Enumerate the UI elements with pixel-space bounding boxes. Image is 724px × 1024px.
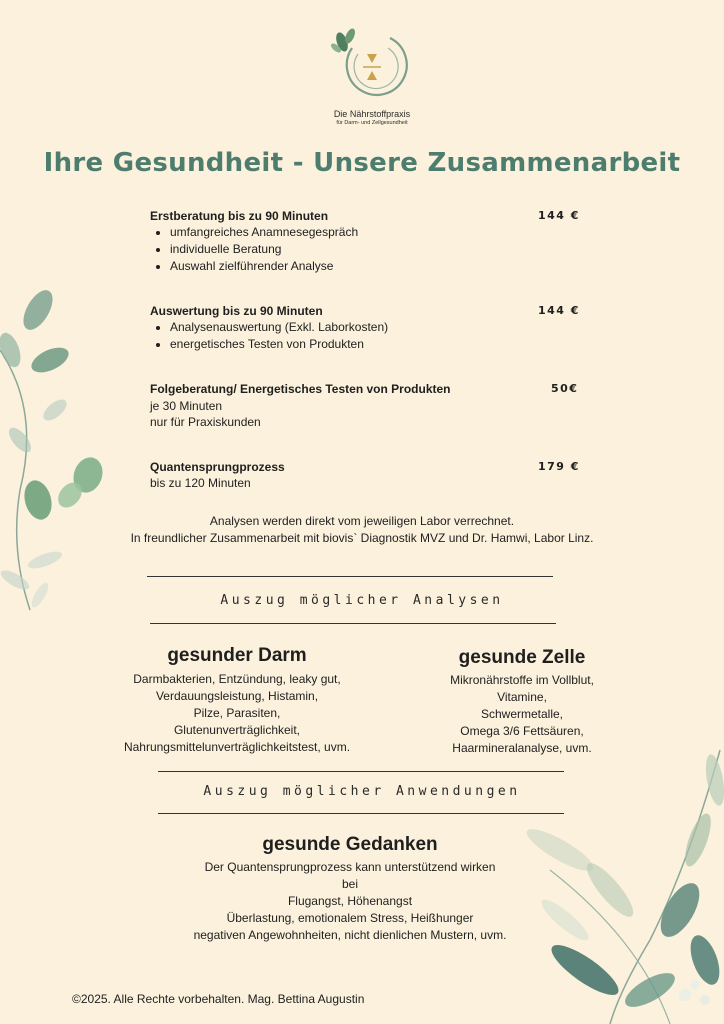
text-line: Omega 3/6 Fettsäuren, [460,724,584,738]
service-detail: nur für Praxiskunden [150,415,261,429]
analysis-left-title: gesunder Darm [167,645,307,666]
lab-note: Analysen werden direkt vom jeweiligen Labor verrechnet. [209,514,515,528]
service-bullets [156,224,358,275]
service-price: 179 € [538,460,580,473]
service-title: Erstberatung bis zu 90 Minuten [150,209,329,223]
text-line: Der Quantensprungprozess kann unterstützend wirken [204,860,496,874]
text-line: negativen Angewohnheiten, nicht dienlichen Mustern, uvm. [193,928,507,942]
analysis-left-text [72,671,402,756]
text-line: Nahrungsmittelunverträglichkeitstest, uvm. [123,740,351,754]
applications-title: gesunde Gedanken [262,834,438,855]
text-line: Schwermetalle, [480,707,564,721]
text-line: Flugangst, Höhenangst [287,894,413,908]
analysis-right-title: gesunde Zelle [458,647,586,668]
bullet-item: • individuelle Beratung [170,241,358,258]
divider [147,576,553,577]
bullet-item: • umfangreiches Anamnesegespräch [170,224,358,241]
service-title: Auswertung bis zu 90 Minuten [150,304,323,318]
bullet-item: • Auswahl zielführender Analyse [170,258,358,275]
applications-text [130,859,570,944]
analysis-right-text [420,672,624,757]
service-price: 144 € [538,209,580,222]
divider [158,813,564,814]
text-line: Glutenunverträglichkeit, [173,723,301,737]
bullet-item: • energetisches Testen von Produkten [170,336,388,353]
service-title: Folgeberatung/ Energetisches Testen von Produkten [150,382,451,396]
service-detail: je 30 Minuten [150,399,223,413]
service-detail: bis zu 120 Minuten [150,476,251,490]
applications-heading: Auszug möglicher Anwendungen [203,784,521,799]
practice-logo [330,28,412,106]
analyses-heading: Auszug möglicher Analysen [220,593,504,608]
text-line: Pilze, Parasiten, [193,706,281,720]
text-line: Überlastung, emotionalem Stress, Heißhunger [226,911,474,925]
service-price: 50€ [551,382,579,395]
copyright: ©2025. Alle Rechte vorbehalten. Mag. Bettina Augustin [72,992,365,1006]
divider [158,771,564,772]
text-line: Darmbakterien, Entzündung, leaky gut, [133,672,341,686]
service-bullets [156,319,388,353]
eucalyptus-leaves-left [0,290,110,620]
text-line: Mikronährstoffe im Vollblut, [450,673,594,687]
text-line: bei [341,877,358,891]
lab-note: In freundlicher Zusammenarbeit mit biovis` Diagnostik MVZ und Dr. Hamwi, Labor Linz. [130,531,594,545]
page-title: Ihre Gesundheit - Unsere Zusammenarbeit [43,148,681,178]
text-line: Haarmineralanalyse, uvm. [452,741,592,755]
service-title: Quantensprungprozess [150,460,285,474]
text-line: Verdauungsleistung, Histamin, [155,689,319,703]
text-line: Vitamine, [497,690,547,704]
brand-name: Die Nährstoffpraxis [333,109,411,119]
bullet-item: • Analysenauswertung (Exkl. Laborkosten) [170,319,388,336]
divider [150,623,556,624]
brand-subtitle: für Darm- und Zellgesundheit [336,120,408,126]
service-price: 144 € [538,304,580,317]
